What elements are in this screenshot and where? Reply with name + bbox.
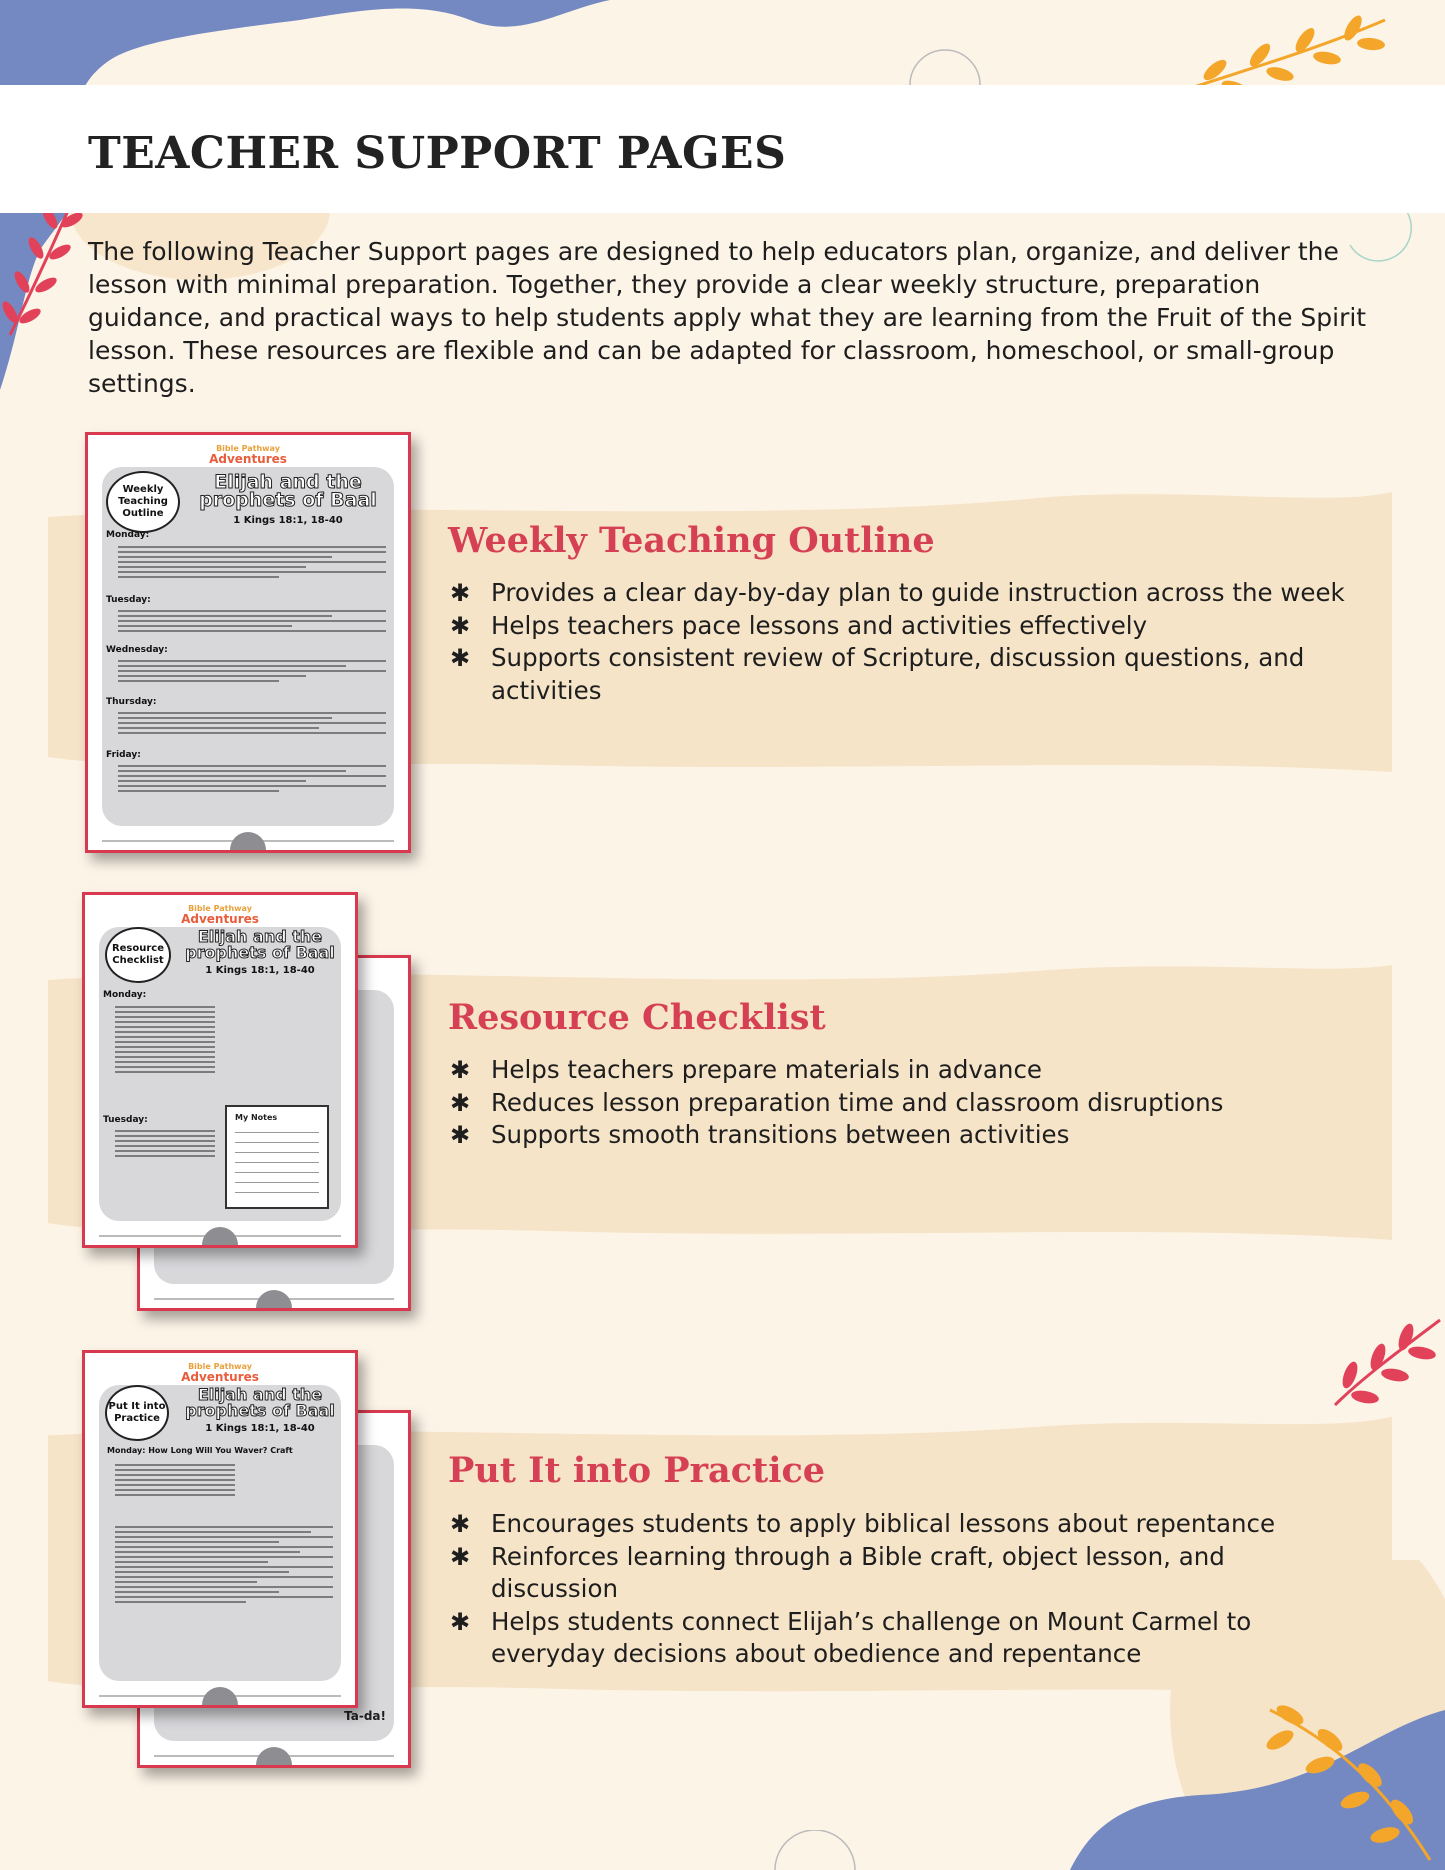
thumbnail-reference: 1 Kings 18:1, 18-40 <box>233 515 343 526</box>
thumbnail-day: Monday: <box>103 990 147 1000</box>
thumbnail-lines <box>118 762 386 795</box>
thumbnail-lines <box>115 1523 333 1606</box>
my-notes-title: My Notes <box>235 1113 278 1122</box>
thumbnail-lines <box>115 1003 215 1076</box>
thumbnail-page-tab <box>256 1747 292 1765</box>
bullet-item: ✱ Provides a clear day-by-day plan to guide instruction across the week <box>448 577 1348 610</box>
asterisk-icon: ✱ <box>450 579 471 607</box>
outline-circle-top <box>905 30 985 90</box>
asterisk-icon: ✱ <box>450 1607 471 1636</box>
thumbnail-heading: Elijah and the prophets of Baal <box>199 471 377 511</box>
resource-checklist-thumbnail <box>82 892 358 1248</box>
thumbnail-day: Tuesday: <box>106 595 151 605</box>
thumbnail-subheading: Monday: How Long Will You Waver? Craft <box>107 1446 293 1455</box>
thumbnail-day: Tuesday: <box>103 1115 148 1125</box>
thumbnail-lines <box>115 1127 215 1160</box>
thumbnail-reference: 1 Kings 18:1, 18-40 <box>205 965 315 976</box>
thumbnail-page-tab <box>256 1290 292 1308</box>
bullet-item: ✱ Supports consistent review of Scripture, discussion questions, and activities <box>450 643 1305 705</box>
section-title-resource-checklist: Resource Checklist <box>448 997 826 1038</box>
asterisk-icon: ✱ <box>450 1510 471 1538</box>
page-title: TEACHER SUPPORT PAGES <box>88 128 787 179</box>
asterisk-icon: ✱ <box>450 644 471 672</box>
bullet-item: ✱ Helps teachers prepare materials in advance <box>448 1054 1348 1087</box>
section-title-weekly-outline: Weekly Teaching Outline <box>448 520 935 561</box>
thumbnail-day: Wednesday: <box>106 645 168 655</box>
asterisk-icon: ✱ <box>450 1121 471 1149</box>
practice-thumbnail <box>82 1350 358 1708</box>
brand-logo: Bible Pathway Adventures <box>181 1362 259 1384</box>
thumbnail-badge: Weekly Teaching Outline <box>106 471 180 533</box>
thumbnail-heading: Elijah and the prophets of Baal <box>185 927 335 962</box>
brand-logo: Bible Pathway Adventures <box>209 444 287 466</box>
bullet-item: ✱ Encourages students to apply biblical lessons about repentance <box>448 1508 1348 1541</box>
section-title-put-into-practice: Put It into Practice <box>448 1450 826 1491</box>
practice-bullets <box>448 1508 1348 1671</box>
thumbnail-page-tab <box>202 1687 238 1705</box>
intro-paragraph: The following Teacher Support pages are designed to help educators plan, organize, and deliver the lesson with minimal preparation. Together, they provide a clear weekly structure, preparation guidance, and practical ways to help students apply what they are learning from the Fruit of the Spirit lesson. These resources are flexible and can be adapted for classroom, homeschool, or small-group settings. <box>88 237 1367 398</box>
thumbnail-lines <box>115 1461 235 1499</box>
thumbnail-heading: Elijah and the prophets of Baal <box>185 1385 335 1420</box>
asterisk-icon: ✱ <box>450 1056 471 1084</box>
resource-checklist-bullets <box>448 1054 1348 1152</box>
my-notes-card <box>225 1105 329 1209</box>
bullet-item: ✱ Reinforces learning through a Bible craft, object lesson, and discussion <box>450 1541 1225 1603</box>
thumbnail-badge: Put It into Practice <box>105 1385 169 1441</box>
bullet-item: ✱ Reduces lesson preparation time and classroom disruptions <box>448 1087 1348 1120</box>
weekly-outline-thumbnail <box>85 432 411 853</box>
asterisk-icon: ✱ <box>450 611 471 640</box>
thumbnail-lines <box>118 607 386 635</box>
thumbnail-reference: 1 Kings 18:1, 18-40 <box>205 1423 315 1434</box>
asterisk-icon: ✱ <box>450 1088 471 1117</box>
thumbnail-badge: Resource Checklist <box>105 927 171 983</box>
bullet-item: ✱ Supports smooth transitions between activities <box>448 1119 1348 1152</box>
weekly-outline-bullets <box>448 577 1348 707</box>
thumbnail-day: Friday: <box>106 750 141 760</box>
asterisk-icon: ✱ <box>450 1542 471 1571</box>
thumbnail-day: Monday: <box>106 530 150 540</box>
leaf-branch-red-right <box>1320 1305 1445 1415</box>
outline-circle-bottom <box>770 1830 860 1870</box>
leaf-branch-orange-bottom <box>1230 1700 1445 1870</box>
thumbnail-page-tab <box>230 832 266 850</box>
bullet-item: ✱ Helps teachers pace lessons and activities effectively <box>448 610 1348 643</box>
bullet-item: ✱ Helps students connect Elijah’s challenge on Mount Carmel to everyday decisions about obedience and repentance <box>450 1606 1252 1668</box>
thumbnail-page-tab <box>202 1227 238 1245</box>
thumbnail-day: Thursday: <box>106 697 157 707</box>
thumbnail-lines <box>118 657 386 685</box>
thumbnail-lines <box>118 709 386 737</box>
brand-logo: Bible Pathway Adventures <box>181 904 259 926</box>
ta-da-text: Ta-da! <box>344 1709 386 1723</box>
thumbnail-lines <box>118 543 386 581</box>
